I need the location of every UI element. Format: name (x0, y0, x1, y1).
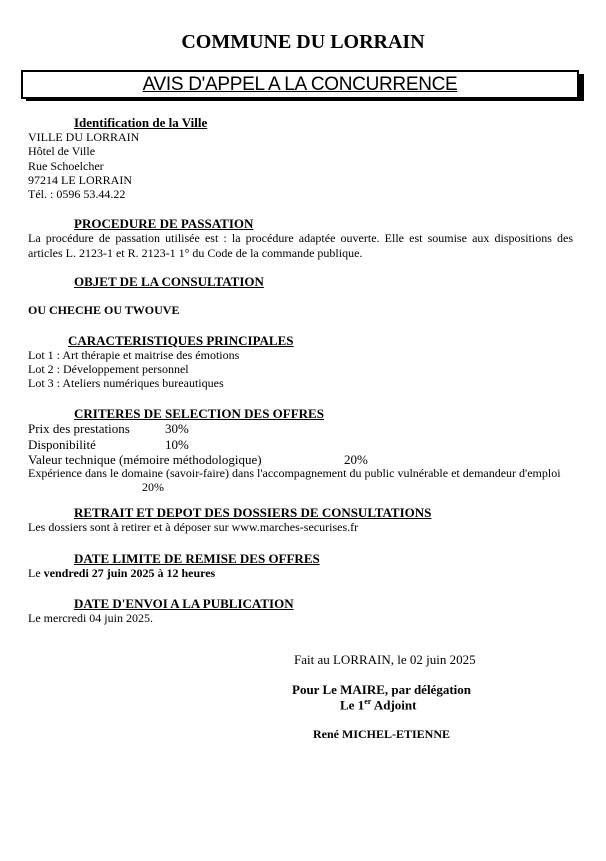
signature-role-prefix: Le 1 (340, 697, 365, 713)
retrait-heading: RETRAIT ET DEPOT DES DOSSIERS DE CONSULTATIONS (74, 505, 432, 520)
procedure-text: La procédure de passation utilisée est : la procédure adaptée ouverte. Elle est soumise aux dispositions des articles L. 2123-1 et R. 2123-1 1° du Code de la commande publique. (28, 231, 573, 260)
date-limite-prefix: Le (28, 566, 41, 580)
identification-line: Hôtel de Ville (28, 144, 96, 158)
signature-place-date: Fait au LORRAIN, le 02 juin 2025 (294, 652, 476, 667)
critere-value: 10% (165, 437, 189, 452)
date-envoi-text: Le mercredi 04 juin 2025. (28, 611, 153, 625)
critere-label: Expérience dans le domaine (savoir-faire) dans l'accompagnement du public vulnérable et demandeur d'emploi (28, 466, 561, 480)
critere-value: 30% (165, 421, 189, 436)
caracteristiques-heading: CARACTERISTIQUES PRINCIPALES (68, 333, 294, 348)
date-limite-text (28, 566, 215, 581)
notice-banner (21, 70, 579, 99)
signature-role-sup: er (364, 697, 372, 706)
identification-heading: Identification de la Ville (74, 115, 208, 130)
critere-value: 20% (142, 480, 164, 494)
identification-line: 97214 LE LORRAIN (28, 173, 132, 187)
critere-label: Valeur technique (mémoire méthodologique) (28, 452, 262, 467)
signature-name: René MICHEL-ETIENNE (313, 727, 451, 741)
lot-item: Lot 1 : Art thérapie et maitrise des émotions (28, 348, 240, 362)
critere-label: Disponibilité (28, 437, 96, 452)
page-title: COMMUNE DU LORRAIN (181, 31, 425, 53)
retrait-text: Les dossiers sont à retirer et à déposer sur www.marches-securises.fr (28, 520, 359, 534)
critere-value: 20% (344, 452, 368, 467)
identification-line: Rue Schoelcher (28, 159, 104, 173)
identification-line: VILLE DU LORRAIN (28, 130, 140, 144)
critere-label: Prix des prestations (28, 421, 130, 436)
signature-role (340, 697, 416, 713)
objet-text: OU CHECHE OU TWOUVE (28, 303, 180, 317)
date-limite-date: vendredi 27 juin 2025 à 12 heures (43, 566, 216, 580)
signature-delegation: Pour Le MAIRE, par délégation (292, 682, 471, 697)
date-limite-heading: DATE LIMITE DE REMISE DES OFFRES (74, 551, 320, 566)
signature-role-suffix: Adjoint (371, 697, 417, 713)
identification-line: Tél. : 0596 53.44.22 (28, 187, 126, 201)
criteres-heading: CRITERES DE SELECTION DES OFFRES (74, 406, 324, 421)
banner-title: AVIS D'APPEL A LA CONCURRENCE (142, 73, 458, 95)
objet-heading: OBJET DE LA CONSULTATION (74, 274, 264, 289)
lot-item: Lot 2 : Développement personnel (28, 362, 189, 376)
lot-item: Lot 3 : Ateliers numériques bureautiques (28, 376, 224, 390)
date-envoi-heading: DATE D'ENVOI A LA PUBLICATION (74, 596, 294, 611)
procedure-heading: PROCEDURE DE PASSATION (74, 216, 254, 231)
